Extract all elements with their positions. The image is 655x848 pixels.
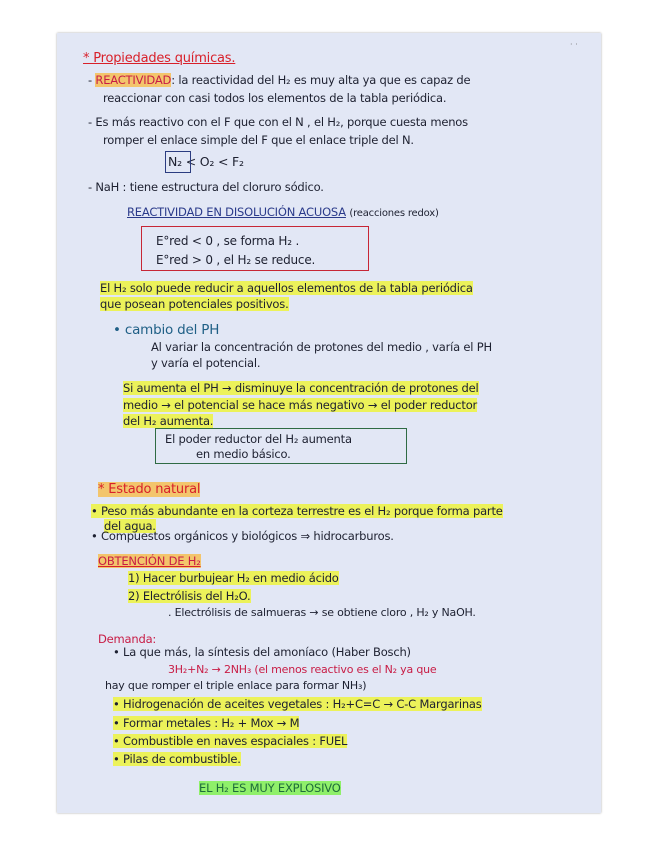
demanda-line-6 <box>113 734 347 748</box>
ph-line-3 <box>123 381 479 395</box>
demanda-text-2: 3H₂+N₂ → 2NH₃ (el menos reactivo es el N₂ ya que <box>168 663 437 676</box>
ph-line-1: Al variar la concentración de protones del medio , varía el PH <box>151 340 492 354</box>
natural-line-1 <box>91 504 503 518</box>
obtencion-line-1 <box>128 571 339 585</box>
demanda-line-5 <box>113 716 299 730</box>
ph-text-4: medio → el potencial se hace más negativo → el poder reductor <box>123 398 478 412</box>
demanda-text-5: • Formar metales : H₂ + Mox → M <box>113 716 300 730</box>
demanda-text-6: • Combustible en naves espaciales : FUEL <box>113 734 348 748</box>
acuosa-paren: (reacciones redox) <box>349 208 439 219</box>
fluor-line-1: - Es más reactivo con el F que con el N , el H₂, porque cuesta menos <box>88 115 468 129</box>
demanda-heading: Demanda: <box>98 632 157 646</box>
reactivity-order <box>168 154 244 169</box>
demanda-line-3: hay que romper el triple enlace para formar NH₃) <box>105 679 367 692</box>
reactividad-text-2: reaccionar con casi todos los elementos de la tabla periódica. <box>103 91 447 105</box>
reduce-line-1 <box>100 281 473 295</box>
section-title-propiedades: * Propiedades químicas. <box>83 51 236 66</box>
natural-text-2: del agua. <box>104 519 156 533</box>
demanda-line-4 <box>113 697 482 711</box>
reduce-text-1: El H₂ solo puede reducir a aquellos elementos de la tabla periódica <box>100 281 473 295</box>
basic-line-2: en medio básico. <box>196 447 291 461</box>
order-n2: N₂ <box>168 154 182 169</box>
ph-line-5 <box>123 414 213 428</box>
obtencion-heading <box>98 554 201 568</box>
demanda-line-2 <box>168 663 436 676</box>
ph-line-2: y varía el potencial. <box>151 356 261 370</box>
obtencion-line-2 <box>128 589 251 603</box>
ered-line-2: E°red > 0 , el H₂ se reduce. <box>156 253 316 267</box>
natural-line-3: • Compuestos orgánicos y biológicos ⇒ hidrocarburos. <box>91 529 394 543</box>
reduce-text-2: que posean potenciales positivos. <box>100 297 289 311</box>
corner-mark: · · <box>570 40 578 49</box>
closing-text: EL H₂ ES MUY EXPLOSIVO <box>199 781 341 795</box>
section-title-estado-natural <box>98 482 200 497</box>
obtencion-title: OBTENCIÓN DE H₂ <box>98 554 201 568</box>
order-rest: < O₂ < F₂ <box>181 154 244 169</box>
reduce-line-2 <box>100 297 289 311</box>
demanda-text-7: • Pilas de combustible. <box>113 752 241 766</box>
obtencion-text-1: 1) Hacer burbujear H₂ en medio ácido <box>128 571 339 585</box>
demanda-line-7 <box>113 752 241 766</box>
n2-box <box>165 151 191 173</box>
obtencion-text-2: 2) Electrólisis del H₂O. <box>128 589 251 603</box>
obtencion-line-3: . Electrólisis de salmueras → se obtiene cloro , H₂ y NaOH. <box>168 606 476 619</box>
natural-text-1: • Peso más abundante en la corteza terrestre es el H₂ porque forma parte <box>91 504 503 518</box>
reactividad-line-1: - REACTIVIDAD: la reactividad del H₂ es muy alta ya que es capaz de <box>88 73 471 87</box>
ph-heading: • cambio del PH <box>113 322 220 338</box>
ered-line-1: E°red < 0 , se forma H₂ . <box>156 234 300 248</box>
demanda-line-1: • La que más, la síntesis del amoníaco (Haber Bosch) <box>113 645 411 659</box>
closing-line <box>199 781 341 795</box>
reactividad-text-1: : la reactividad del H₂ es muy alta ya que es capaz de <box>171 73 471 87</box>
reactividad-label: REACTIVIDAD <box>95 73 172 87</box>
ph-text-5: del H₂ aumenta. <box>123 414 214 428</box>
acuosa-title: REACTIVIDAD EN DISOLUCIÓN ACUOSA <box>127 205 346 219</box>
estado-natural-text: * Estado natural <box>98 482 201 497</box>
fluor-line-2: romper el enlace simple del F que el enlace triple del N. <box>103 133 414 147</box>
ph-line-4 <box>123 398 477 412</box>
acuosa-heading <box>127 205 439 219</box>
ph-text-3: Si aumenta el PH → disminuye la concentración de protones del <box>123 381 479 395</box>
demanda-text-4: • Hidrogenación de aceites vegetales : H₂+C=C → C-C Margarinas <box>113 697 482 711</box>
basic-line-1: El poder reductor del H₂ aumenta <box>165 432 352 446</box>
nah-line: - NaH : tiene estructura del cloruro sódico. <box>88 180 324 194</box>
